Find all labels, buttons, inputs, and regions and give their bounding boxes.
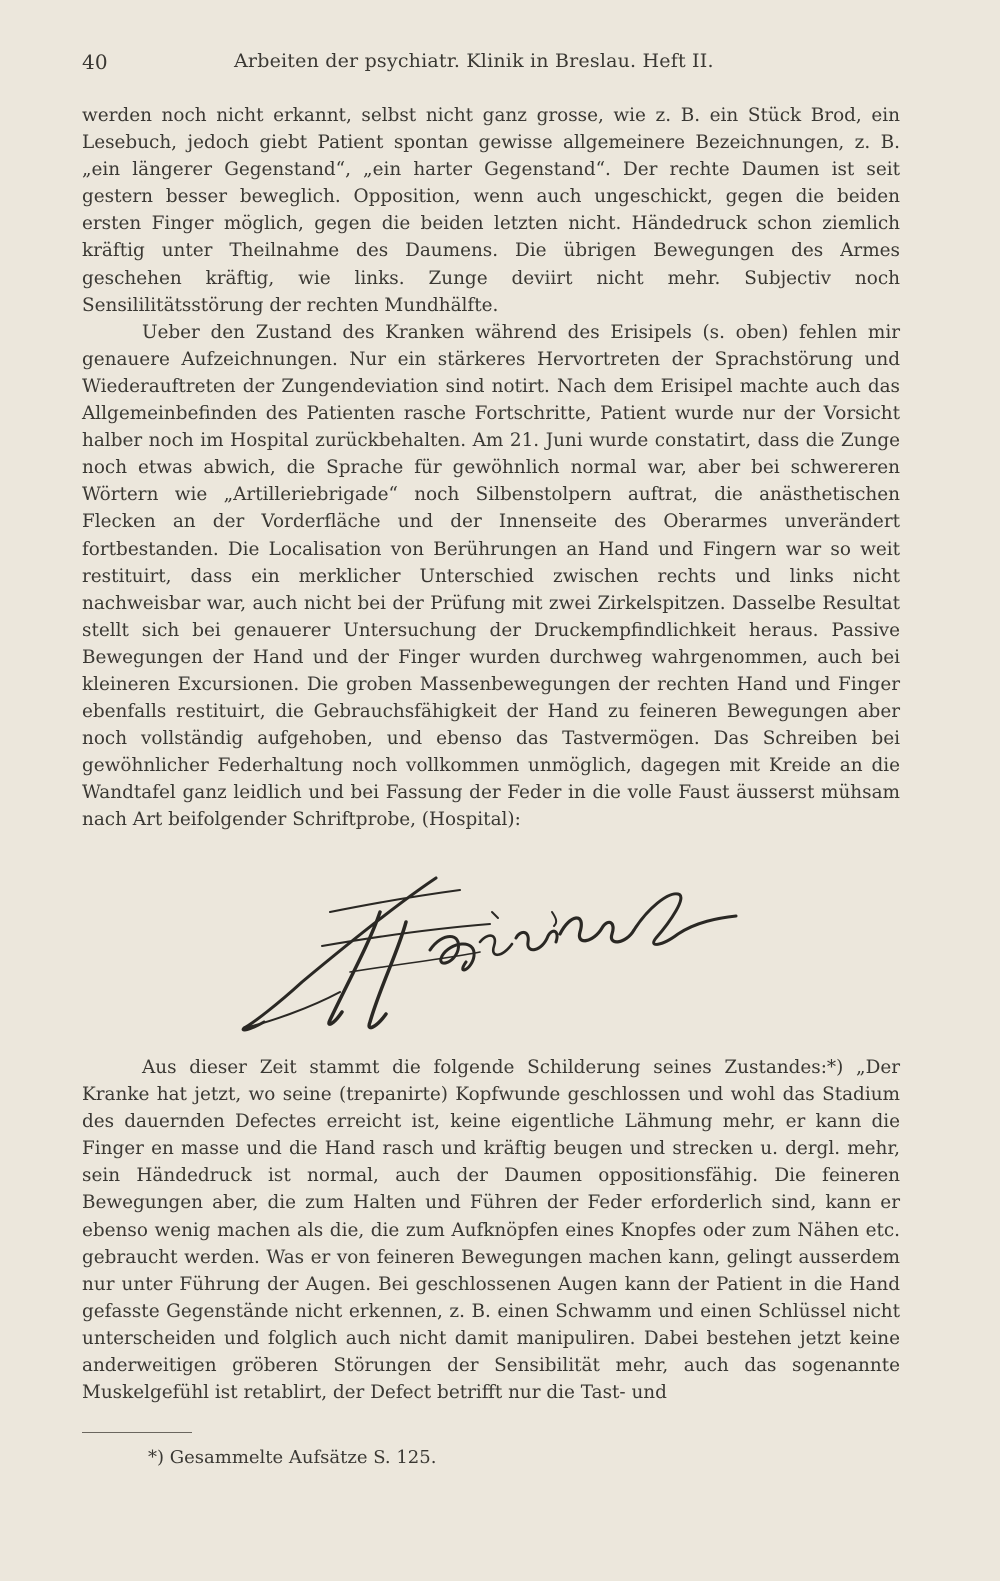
- footnote: *) Gesammelte Aufsätze S. 125.: [148, 1447, 437, 1468]
- body-text-lower: [82, 1054, 900, 1406]
- running-title: Arbeiten der psychiatr. Klinik in Breslau. Heft II.: [234, 50, 714, 72]
- page-number: 40: [82, 50, 108, 74]
- handwriting-sample-drawing: [230, 872, 750, 1042]
- body-text-upper: [82, 102, 900, 834]
- paragraph-continued: werden noch nicht erkannt, selbst nicht ganz grosse, wie z. B. ein Stück Brod, ein Lesebuch, jedoch giebt Patient spontan gewisse allgemeinere Bezeichnungen, z. B. „ein längerer Gegenstand“, „ein harter Gegenstand“. Der rechte Daumen ist seit gestern besser beweglich. Opposition, wenn auch ungeschickt, gegen die beiden ersten Finger möglich, gegen die beiden letzten nicht. Händedruck schon ziemlich kräftig unter Theilnahme des Daumens. Die übrigen Bewegungen des Armes geschehen kräftig, wie links. Zunge deviirt nicht mehr. Subjectiv noch Sensililitätsstörung der rechten Mundhälfte.: [82, 105, 900, 316]
- footnote-divider: [82, 1432, 192, 1433]
- paragraph-erisipel: Ueber den Zustand des Kranken während des Erisipels (s. oben) fehlen mir genauere Aufzeichnungen. Nur ein stärkeres Hervortreten der Sprachstörung und Wiederauftreten der Zungendeviation sind notirt. Nach dem Erisipel machte auch das Allgemeinbefinden des Patienten rasche Fortschritte, Patient wurde nur der Vorsicht halber noch im Hospital zurückbehalten. Am 21. Juni wurde constatirt, dass die Zunge noch etwas abwich, die Sprache für gewöhnlich normal war, aber bei schwereren Wörtern wie „Artilleriebrigade“ noch Silbenstolpern auftrat, die anästhetischen Flecken an der Vorderfläche und der Innenseite des Oberarmes unverändert fortbestanden. Die Localisation von Berührungen an Hand und Fingern war so weit restituirt, dass ein merklicher Unterschied zwischen rechts und links nicht nachweisbar war, auch nicht bei der Prüfung mit zwei Zirkelspitzen. Dasselbe Resultat stellt sich bei genauerer Untersuchung der Druckempfindlichkeit heraus. Passive Bewegungen der Hand und der Finger wurden durchweg wahrgenommen, auch bei kleineren Excursionen. Die groben Massenbewegungen der rechten Hand und Finger ebenfalls restituirt, die Gebrauchsfähigkeit der Hand zu feineren Bewegungen aber noch vollständig aufgehoben, und ebenso das Tastvermögen. Das Schreiben bei gewöhnlicher Federhaltung noch vollkommen unmöglich, dagegen mit Kreide an die Wandtafel ganz leidlich und bei Fassung der Feder in die volle Faust äusserst mühsam nach Art beifolgender Schriftprobe, (Hospital):: [82, 321, 900, 831]
- page-header: [82, 46, 902, 80]
- handwriting-sample: [230, 872, 750, 1042]
- paragraph-schilderung: Aus dieser Zeit stammt die folgende Schilderung seines Zustandes:*) „Der Kranke hat jetzt, wo seine (trepanirte) Kopfwunde geschlossen und wohl das Stadium des dauernden Defectes erreicht ist, keine eigentliche Lähmung mehr, er kann die Finger en masse und die Hand rasch und kräftig beugen und strecken u. dergl. mehr, sein Händedruck ist normal, auch der Daumen oppositionsfähig. Die feineren Bewegungen aber, die zum Halten und Führen der Feder erforderlich sind, kann er ebenso wenig machen als die, die zum Aufknöpfen eines Knopfes oder zum Nähen etc. gebraucht werden. Was er von feineren Bewegungen machen kann, gelingt ausserdem nur unter Führung der Augen. Bei geschlossenen Augen kann der Patient in die Hand gefasste Gegenstände nicht erkennen, z. B. einen Schwamm und einen Schlüssel nicht unterscheiden und folglich auch nicht damit manipuliren. Dabei bestehen jetzt keine anderweitigen gröberen Störungen der Sensibilität mehr, auch das sogenannte Muskelgefühl ist retablirt, der Defect betrifft nur die Tast- und: [82, 1057, 900, 1404]
